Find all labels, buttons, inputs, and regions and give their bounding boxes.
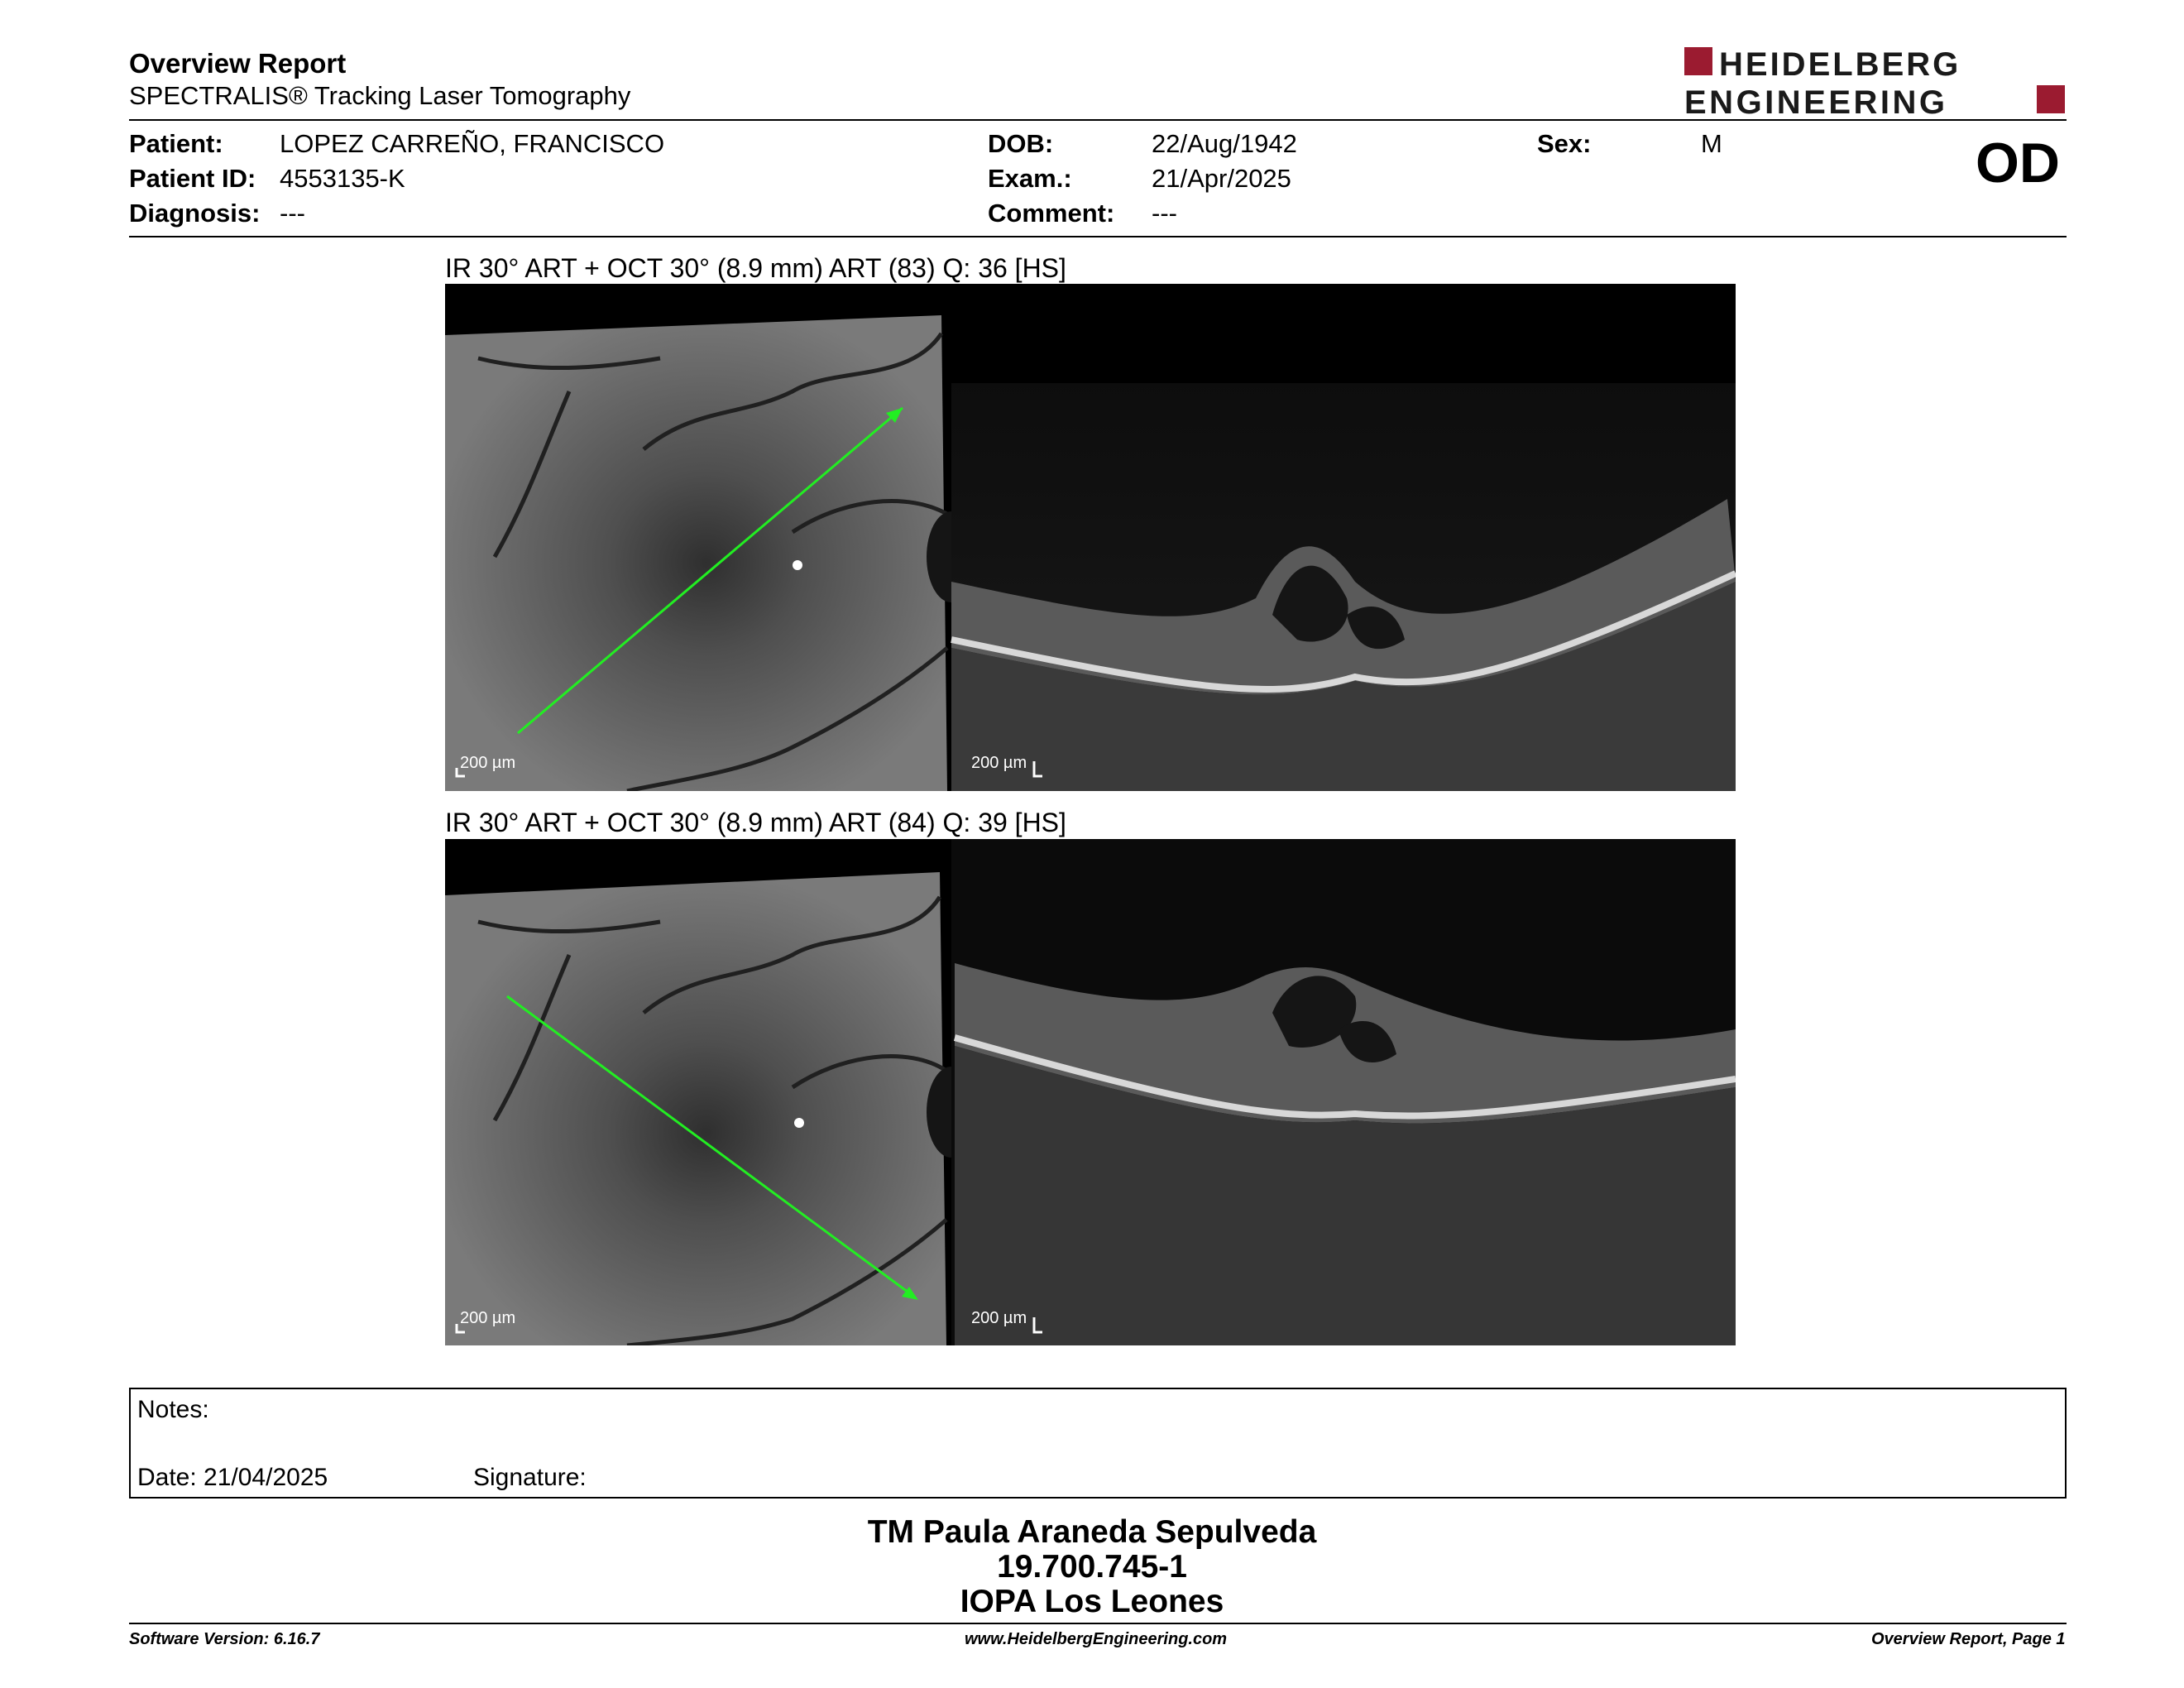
eye-indicator: OD: [1976, 132, 2060, 194]
scan-1-title: IR 30° ART + OCT 30° (8.9 mm) ART (83) Q: 36 [HS]: [445, 253, 1066, 283]
signature-label: Signature:: [473, 1464, 587, 1491]
page-indicator: Overview Report, Page 1: [1871, 1630, 2066, 1648]
signer-id: 19.700.745-1: [997, 1549, 1187, 1585]
patient-id: 4553135-K: [280, 164, 405, 193]
diagnosis-value: ---: [280, 199, 305, 228]
notes-label: Notes:: [137, 1396, 209, 1423]
sex-value: M: [1701, 129, 1722, 158]
website-link[interactable]: www.HeidelbergEngineering.com: [965, 1630, 1228, 1648]
scan-2-ir-scale: 200 µm: [460, 1309, 516, 1327]
scan-1-images: [445, 284, 1736, 791]
scan-2-panel: [445, 839, 1736, 1345]
logo-line2: ENGINEERING: [1684, 84, 1948, 117]
comment-label: Comment:: [988, 199, 1115, 228]
scan-2-images: [445, 839, 1736, 1345]
logo-line1: HEIDELBERG: [1719, 46, 1961, 83]
signer-name: TM Paula Araneda Sepulveda: [867, 1514, 1317, 1550]
patient-label: Patient:: [129, 129, 223, 158]
sex-label: Sex:: [1537, 129, 1592, 158]
scan-2-title: IR 30° ART + OCT 30° (8.9 mm) ART (84) Q: 39 [HS]: [445, 808, 1066, 837]
diagnosis-label: Diagnosis:: [129, 199, 261, 228]
scan-1-oct-scale: 200 µm: [971, 754, 1027, 772]
reflex-spot-1: [793, 560, 802, 570]
date-label: Date: 21/04/2025: [137, 1464, 328, 1491]
scan-2-oct-scale: 200 µm: [971, 1309, 1027, 1327]
reflex-spot-2: [794, 1118, 804, 1128]
logo-square-top: [1684, 47, 1712, 75]
exam-value: 21/Apr/2025: [1152, 164, 1291, 193]
software-version: Software Version: 6.16.7: [129, 1630, 320, 1648]
comment-value: ---: [1152, 199, 1177, 228]
report-subtitle: SPECTRALIS® Tracking Laser Tomography: [129, 81, 631, 110]
exam-label: Exam.:: [988, 164, 1072, 193]
report-title: Overview Report: [129, 48, 347, 79]
patient-id-label: Patient ID:: [129, 164, 256, 193]
dob-label: DOB:: [988, 129, 1054, 158]
logo-square-bottom: [2037, 85, 2065, 113]
scan-1-panel: [445, 284, 1736, 791]
dob-value: 22/Aug/1942: [1152, 129, 1297, 158]
header-rule: [129, 119, 2067, 121]
patient-rule: [129, 236, 2067, 237]
signer-clinic: IOPA Los Leones: [960, 1584, 1224, 1619]
heidelberg-logo: [1684, 46, 2065, 117]
scan-1-ir-scale: 200 µm: [460, 754, 516, 772]
patient-name: LOPEZ CARREÑO, FRANCISCO: [280, 129, 665, 158]
notes-box: [129, 1388, 2067, 1499]
ir-fundus-image-1: [445, 315, 947, 791]
footer-rule: [129, 1623, 2067, 1624]
